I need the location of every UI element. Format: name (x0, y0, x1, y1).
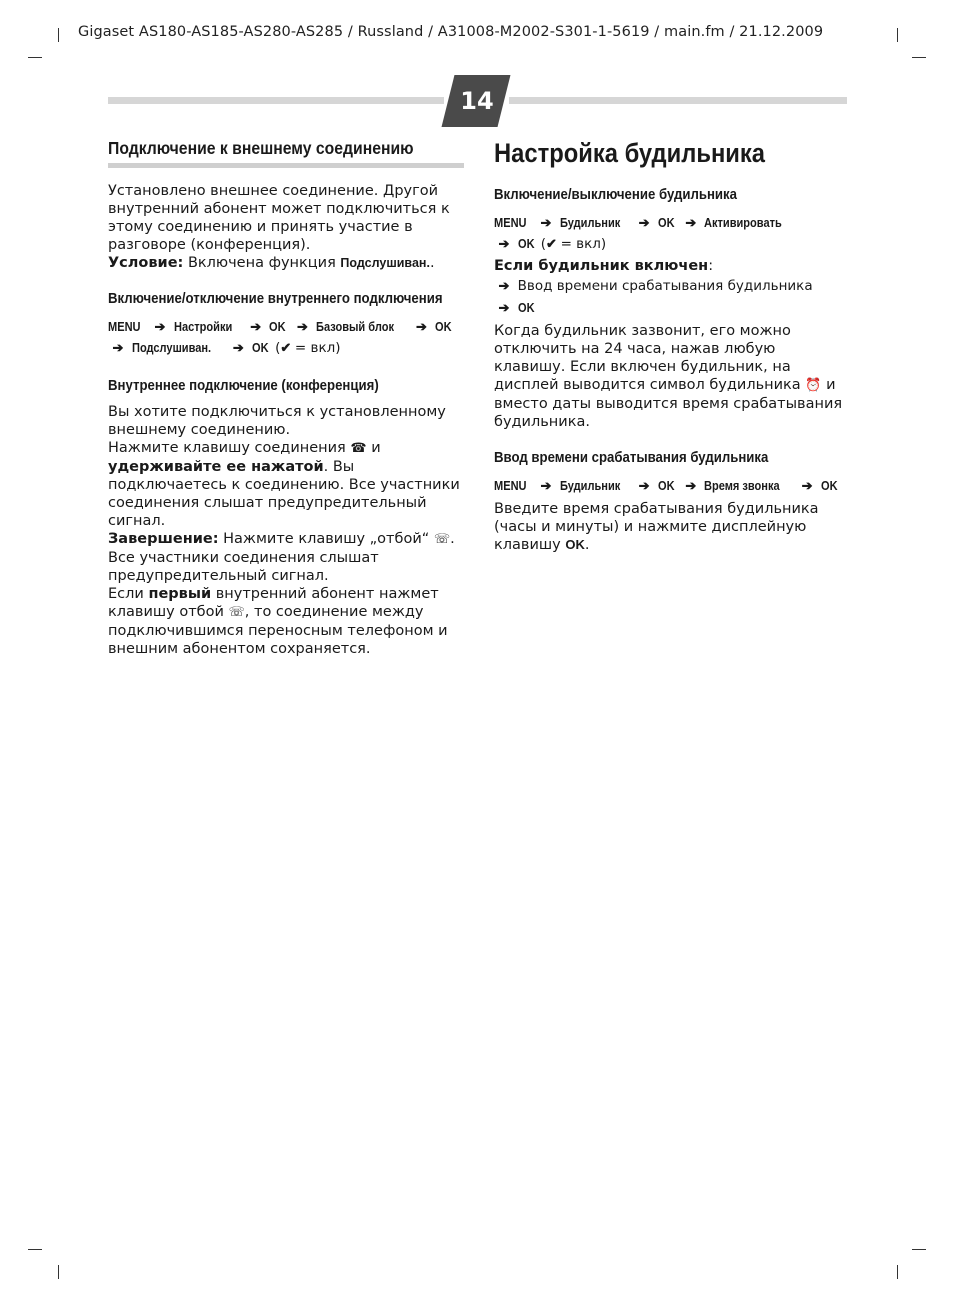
menu-path (108, 316, 464, 337)
condition-paragraph (108, 254, 464, 272)
paragraph (108, 530, 464, 585)
menu-step: Настройки (173, 319, 232, 334)
crop-mark (912, 57, 926, 58)
arrow-icon: ➔ (638, 215, 650, 230)
emphasis: первый (148, 586, 212, 602)
text: . (584, 537, 590, 553)
end-call-icon: ☏ (433, 532, 451, 547)
menu-step: Время звонка (704, 478, 781, 493)
softkey-ok: OK (565, 537, 585, 552)
crop-mark (897, 1265, 898, 1279)
menu-path (494, 212, 844, 233)
condition-label: Если будильник включен (494, 258, 709, 274)
menu-step: OK (820, 478, 838, 493)
crop-mark (58, 1265, 59, 1279)
condition-value: Подслушиван. (340, 256, 430, 270)
text: Если (108, 586, 144, 602)
menu-step: Будильник (559, 215, 620, 230)
intro-paragraph: Установлено внешнее соединение. Другой внутренний абонент может подключиться к этому соединению и принять участие в разговоре (конференция). (108, 183, 450, 253)
text: . Вы подключаетесь к соединению. Все участники соединения слышат предупредительный сигнал. (108, 459, 460, 529)
menu-step: OK (657, 478, 675, 493)
menu-step: OK (517, 236, 535, 251)
menu-step: MENU (494, 215, 527, 230)
subsection-title: Ввод времени срабатывания будильника (494, 449, 769, 466)
paragraph (108, 585, 464, 658)
menu-path-continued (494, 233, 844, 255)
menu-step: OK (517, 300, 535, 315)
menu-step: MENU (108, 319, 141, 334)
arrow-icon: ➔ (154, 319, 166, 334)
arrow-icon: ➔ (638, 478, 650, 493)
section-title: Подключение к внешнему соединению (108, 138, 414, 158)
menu-step: Активировать (704, 215, 783, 230)
step-text: Ввод времени срабатывания будильника (517, 278, 813, 294)
paragraph (494, 500, 844, 554)
section-rule (108, 163, 464, 168)
arrow-icon: ➔ (297, 319, 308, 334)
menu-path-continued (108, 337, 464, 359)
menu-step: OK (435, 319, 452, 334)
on-state: = вкл) (560, 236, 607, 252)
end-call-icon: ☏ (228, 605, 245, 620)
arrow-icon: ➔ (416, 319, 427, 334)
crop-mark (28, 1249, 42, 1250)
text: Нажмите клавишу „отбой“ (223, 531, 430, 547)
text: Нажмите клавишу соединения (108, 440, 346, 456)
subsection-title: Включение/отключение внутреннего подключения (108, 290, 443, 307)
text: Когда будильник зазвонит, его можно отключить на 24 часа, нажав любую клавишу. Если включен будильник, на дисплей выводится символ будильника (494, 323, 801, 393)
subsection-title: Включение/выключение будильника (494, 186, 737, 203)
paragraph: Вы хотите подключиться к установленному внешнему соединению. (108, 404, 446, 438)
check-icon: ✔ (546, 236, 557, 251)
text: . Все участники соединения слышат предупредительный сигнал. (108, 531, 455, 584)
text: , то соединение между подключившимся переносным телефоном и внешним абонентом сохраняется. (108, 604, 448, 657)
text: Введите время срабатывания будильника (часы и минуты) и нажмите дисплейную клавишу (494, 501, 819, 553)
condition-text: Включена функция (187, 255, 336, 271)
crop-mark (912, 1249, 926, 1250)
menu-step: OK (251, 340, 269, 355)
on-state: = вкл) (294, 340, 341, 356)
end-label: Завершение: (108, 531, 219, 547)
arrow-icon: ➔ (498, 236, 510, 251)
talk-key-icon: ☎ (350, 441, 367, 456)
text: и (371, 440, 381, 456)
step-line (494, 297, 844, 318)
condition-label: Условие: (108, 255, 184, 271)
right-column (494, 138, 844, 554)
left-column (108, 138, 464, 658)
arrow-icon: ➔ (250, 319, 262, 334)
menu-step: Базовый блок (316, 319, 395, 334)
subsection-title: Внутреннее подключение (конференция) (108, 377, 379, 394)
arrow-icon: ➔ (540, 478, 552, 493)
paragraph (494, 322, 844, 431)
paragraph (108, 439, 464, 530)
menu-step: OK (657, 215, 675, 230)
arrow-icon: ➔ (685, 215, 697, 230)
arrow-icon: ➔ (801, 478, 813, 493)
arrow-icon: ➔ (540, 215, 552, 230)
paren: ( (275, 340, 281, 356)
menu-step: Подслушиван. (131, 340, 211, 355)
emphasis: удерживайте ее нажатой (108, 459, 324, 475)
header-bar-right (509, 97, 847, 104)
arrow-icon: ➔ (112, 340, 124, 355)
crop-mark (897, 28, 898, 42)
menu-path (494, 475, 844, 496)
arrow-icon: ➔ (232, 340, 244, 355)
menu-step: OK (269, 319, 286, 334)
page-number: 14 (460, 87, 494, 115)
crop-mark (58, 28, 59, 42)
arrow-icon: ➔ (685, 478, 697, 493)
crop-mark (28, 57, 42, 58)
condition-line (494, 257, 844, 275)
page-title: Настройка будильника (494, 138, 766, 168)
colon: : (708, 258, 714, 274)
paren: ( (540, 236, 547, 252)
arrow-icon: ➔ (498, 300, 510, 315)
menu-step: Будильник (559, 478, 620, 493)
header-bar-left (108, 97, 444, 104)
text: внутренний абонент нажмет клавишу отбой (108, 586, 439, 620)
condition-end: . (429, 255, 435, 271)
step-line (494, 275, 844, 297)
text: и вместо даты выводится время срабатывания будильника. (494, 377, 843, 430)
document-header: Gigaset AS180-AS185-AS280-AS285 / Russland / A31008-M2002-S301-1-5619 / main.fm / 21.12.2009 (78, 24, 824, 40)
alarm-clock-icon: ⏰ (805, 378, 822, 393)
arrow-icon: ➔ (498, 278, 510, 293)
check-icon: ✔ (280, 340, 292, 355)
menu-step: MENU (494, 478, 527, 493)
